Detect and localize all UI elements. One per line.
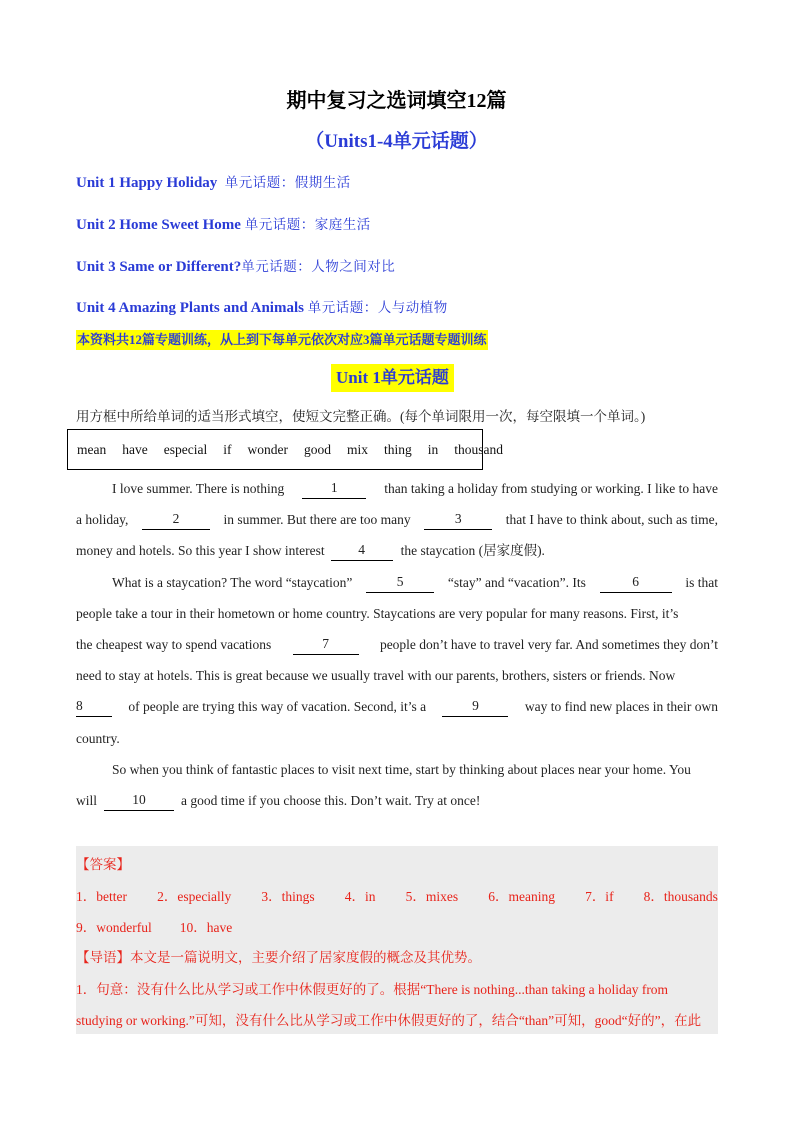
- word-item: mean: [77, 441, 107, 457]
- blank-7: 7: [293, 635, 359, 655]
- blank-10: 10: [104, 791, 174, 811]
- page-title: 期中复习之选词填空12篇: [286, 90, 507, 112]
- passage-line-11: will 10 a good time if you choose this. Don’t wait. Try at once!: [76, 791, 718, 811]
- blank-2: 2: [142, 510, 210, 530]
- page-subtitle: （Units1-4单元话题）: [305, 131, 488, 152]
- unit-4-topic: 单元话题：人与动植物: [307, 300, 448, 316]
- explanation-line-2: studying or working.”可知，没有什么比从学习或工作中休假更好的了，结合“than”可知，good“好的”，在此: [76, 1013, 702, 1028]
- blank-3: 3: [424, 510, 492, 530]
- explanation-line-1: 1．句意：没有什么比从学习或工作中休假更好的了。根据“There is nothing...than taking a holiday from: [76, 982, 669, 997]
- passage-line-3: money and hotels. So this year I show interest 4 the staycation (居家度假).: [76, 541, 718, 561]
- word-item: mix: [346, 441, 368, 457]
- blank-1: 1: [302, 479, 366, 499]
- guide-text: 本文是一篇说明文，主要介绍了居家度假的概念及其优势。: [130, 950, 481, 965]
- unit-2-line: [76, 213, 371, 234]
- guide-label: 【导语】: [76, 950, 130, 965]
- unit-1-topic: 单元话题：假期生活: [224, 175, 351, 191]
- word-item: good: [303, 441, 331, 457]
- word-item: if: [223, 441, 232, 457]
- answer-label: 【答案】: [76, 857, 130, 872]
- instruction-text: 用方框中所给单词的适当形式填空，使短文完整正确。(每个单词限用一次，每空限填一个单词。): [76, 409, 646, 424]
- blank-9: 9: [442, 697, 508, 717]
- word-item: thousand: [454, 441, 504, 457]
- passage-line-2: a holiday, 2 in summer. But there are too many 3 that I have to think about, such as time,: [76, 510, 718, 530]
- highlight-note: 本资料共12篇专题训练，从上到下每单元依次对应3篇单元话题专题训练: [76, 330, 488, 350]
- unit-4-name: Unit 4 Amazing Plants and Animals: [76, 300, 304, 316]
- word-box: [67, 429, 504, 470]
- word-item: in: [427, 441, 439, 457]
- blank-8: 8: [76, 697, 112, 717]
- passage-line-4: What is a staycation? The word “staycation” 5 “stay” and “vacation”. Its 6 is that: [76, 573, 718, 593]
- guide-line: [76, 946, 481, 966]
- passage-line-5: people take a tour in their hometown or home country. Staycations are very popular for many reasons. First, it’s: [76, 606, 679, 621]
- word-item: wonder: [247, 441, 288, 457]
- passage-line-7: need to stay at hotels. This is great because we usually travel with our parents, brothers, sisters or friends. Now: [76, 668, 676, 683]
- blank-5: 5: [366, 573, 434, 593]
- passage-line-9: country.: [76, 731, 120, 746]
- word-item: have: [122, 441, 148, 457]
- unit-1-line: [76, 171, 351, 192]
- passage-line-6: the cheapest way to spend vacations 7 people don’t have to travel very far. And sometimes they don’t: [76, 635, 718, 655]
- unit-3-line: [76, 255, 395, 276]
- unit-2-topic: 单元话题：家庭生活: [244, 217, 371, 233]
- passage-line-1: I love summer. There is nothing 1 than taking a holiday from studying or working. I like to have: [76, 479, 718, 499]
- unit-1-name: Unit 1 Happy Holiday: [76, 175, 218, 191]
- section-heading: Unit 1单元话题: [331, 364, 454, 392]
- unit-4-line: [76, 296, 448, 317]
- passage-line-8: 8 of people are trying this way of vacation. Second, it’s a 9 way to find new places in their own: [76, 697, 718, 717]
- answer-box: [76, 846, 718, 1034]
- word-item: especial: [163, 441, 208, 457]
- word-item: thing: [383, 441, 412, 457]
- blank-6: 6: [600, 573, 672, 593]
- passage-line-10: So when you think of fantastic places to visit next time, start by thinking about places near your home. You: [112, 762, 691, 777]
- unit-2-name: Unit 2 Home Sweet Home: [76, 217, 241, 233]
- unit-3-name: Unit 3 Same or Different?: [76, 259, 242, 275]
- answer-row-2: 9．wonderful 10．have: [76, 920, 233, 935]
- blank-4: 4: [331, 541, 393, 561]
- answer-row-1: 1．better 2．especially 3．things 4．in 5．mixes 6．meaning 7．if 8．thousands: [76, 889, 718, 904]
- unit-3-topic: 单元话题：人物之间对比: [241, 259, 396, 275]
